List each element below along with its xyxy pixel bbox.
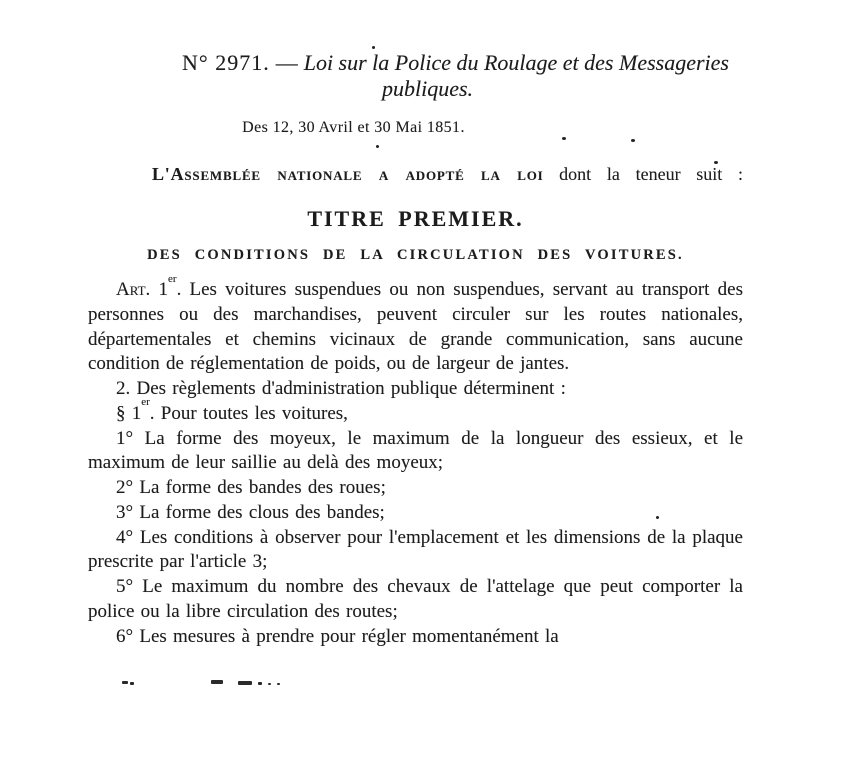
- text-column: [88, 0, 743, 649]
- preamble-rest: dont la teneur suit :: [543, 164, 743, 184]
- clipped-print-fragment: [238, 681, 252, 685]
- clipped-print-fragment: [122, 681, 128, 684]
- law-number: N° 2971.: [182, 50, 270, 75]
- clipped-print-fragment: [130, 682, 134, 685]
- text-segment: 2° La forme des bandes des roues;: [116, 477, 386, 498]
- clipped-print-fragment: [268, 683, 271, 685]
- text-segment: § 1: [116, 402, 142, 424]
- item-6: [88, 625, 743, 650]
- article-2: [88, 377, 743, 402]
- ink-speck: [656, 516, 659, 519]
- item-2: [88, 476, 743, 501]
- clipped-print-fragment: [258, 682, 262, 685]
- clipped-print-fragment: [211, 680, 223, 684]
- ink-speck: [631, 139, 635, 142]
- preamble-smallcaps: L'Assemblée nationale a adopté la loi: [152, 164, 544, 184]
- item-5: [88, 575, 743, 625]
- text-segment: 3° La forme des clous des bandes;: [116, 501, 385, 523]
- title-premier: TITRE PREMIER.: [307, 206, 524, 231]
- section-heading: DES CONDITIONS DE LA CIRCULATION DES VOITURES.: [147, 247, 684, 263]
- article-1: [88, 272, 743, 377]
- preamble-line: [88, 162, 743, 186]
- law-body: [88, 272, 743, 649]
- text-segment: 5° Le maximum du nombre des chevaux de l'attelage que peut comporter la police ou la libre circulation des routes;: [88, 576, 743, 622]
- text-segment: Art.: [116, 279, 151, 300]
- text-segment: 6° Les mesures à prendre pour régler momentanément la: [116, 625, 559, 647]
- paragraphe-1: [88, 396, 743, 427]
- text-segment: . Pour toutes les voitures,: [149, 402, 348, 424]
- law-title-line2: publiques.: [381, 76, 474, 101]
- text-segment: 1° La forme des moyeux, le maximum de la longueur des essieux, et le maximum de leur saillie au delà des moyeux;: [88, 427, 743, 474]
- ink-speck: [372, 46, 375, 49]
- law-title-line1: [128, 50, 783, 76]
- text-segment: . Les voitures suspendues ou non suspendues, servant au transport des personnes ou des marchandises, peuvent circuler sur les routes nationales, départementales et chemins vicinaux de grande communication, sans aucune condition de réglementation de poids, ou de largeur de jantes.: [88, 279, 743, 375]
- ink-speck: [562, 137, 566, 140]
- document-header: [88, 50, 743, 102]
- item-4: [88, 526, 743, 576]
- text-segment: 1: [150, 279, 169, 300]
- clipped-print-fragment: [277, 683, 280, 685]
- promulgation-dates: Des 12, 30 Avril et 30 Mai 1851.: [242, 119, 465, 136]
- law-title: Loi sur la Police du Roulage et des Messageries: [303, 50, 729, 75]
- ink-speck: [714, 161, 718, 164]
- item-3: [88, 501, 743, 526]
- ink-speck: [376, 145, 379, 148]
- text-segment: er: [168, 272, 177, 285]
- dash-separator: —: [275, 50, 298, 75]
- text-segment: 2. Des règlements d'administration publique déterminent :: [116, 378, 566, 399]
- text-segment: 4° Les conditions à observer pour l'emplacement et les dimensions de la plaque prescrite par l'article 3;: [88, 526, 743, 573]
- item-1: [88, 427, 743, 477]
- text-segment: er: [141, 396, 150, 409]
